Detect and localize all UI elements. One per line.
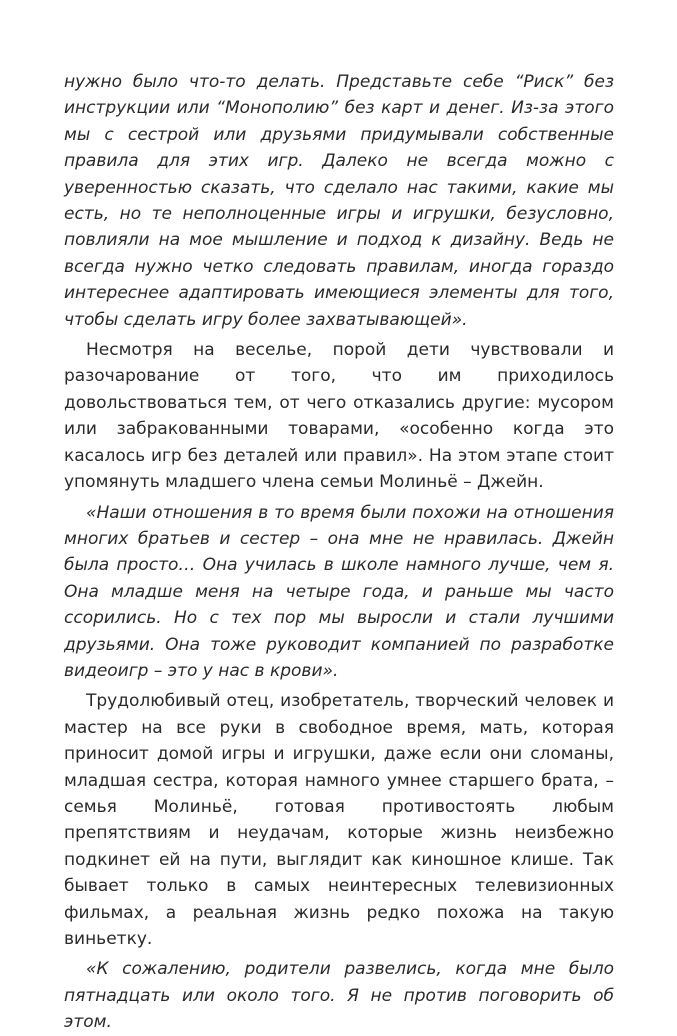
paragraph-quote-jane: «Наши отношения в то время были похожи на отношения многих братьев и сестер – она мне не нравилась. Джейн была просто… Она училась в школе намного лучше, чем я. Она младше меня на четыре года, и раньше мы часто ссорились. Но с тех пор мы выросли и стали лучшими друзьями. Она тоже руководит компанией по разработке видеоигр – это у нас в крови». [64, 502, 614, 681]
paragraph-family: Трудолюбивый отец, изобретатель, творческий человек и мастер на все руки в свободное время, мать, которая приносит домой игры и игрушки, даже если они сломаны, младшая сестра, которая намного умнее старшего брата, – семья Молиньё, готовая противостоять любым препятствиям и неудачам, которые жизнь неизбежно подкинет ей на пути, выглядит как киношное клише. Так бывает только в самых неинтересных телевизионных фильмах, а реальная жизнь редко похожа на такую виньетку. [64, 691, 614, 949]
paragraph-disappointment: Несмотря на веселье, порой дети чувствовали и разочарование от того, что им приходилось довольствоваться тем, от чего отказались другие: мусором или забракованными товарами, «особенно когда это касалось игр без деталей или правил». На этом этапе стоит упомянуть младшего члена семьи Молиньё – Джейн. [64, 340, 614, 493]
paragraph-quote-divorce: «К сожалению, родители развелись, когда мне было пятнадцать или около того. Я не против поговорить об этом. [64, 959, 614, 1033]
paragraph-quote-rules: нужно было что-то делать. Представьте себе “Риск” без инструкции или “Монополию” без карт и денег. Из-за этого мы с сестрой или друзьями придумывали собственные правила для этих игр. Далеко не всегда можно с уверенностью сказать, что сделало нас такими, какие мы есть, но те неполноценные игры и игрушки, безусловно, повлияли на мое мышление и подход к дизайну. Ведь не всегда нужно четко следовать правилам, иногда гораздо интереснее адаптировать имеющиеся элементы для того, чтобы сделать игру более захватывающей». [64, 72, 614, 330]
